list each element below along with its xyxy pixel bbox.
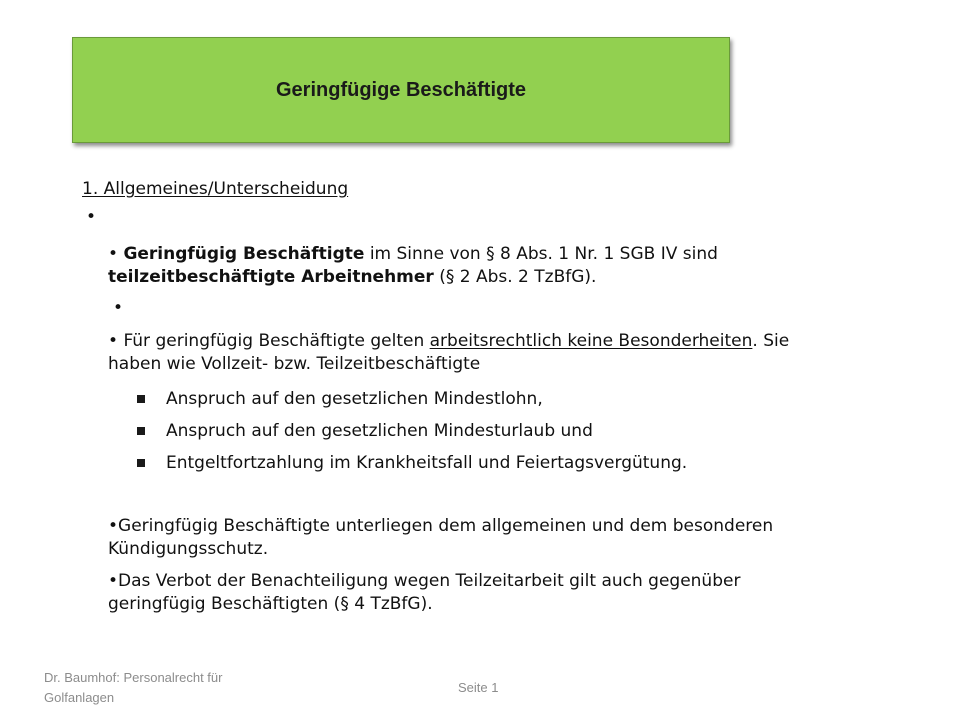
square-bullet-icon (137, 427, 145, 435)
bullet-1-bold-1: Geringfügig Beschäftigte (123, 244, 365, 264)
bullet-4-line-1 (108, 570, 740, 592)
bullet-1-line-1 (108, 243, 718, 265)
slide-title: Geringfügige Beschäftigte (275, 78, 527, 101)
empty-bullet: • (113, 298, 124, 318)
footer-author-line-2: Golfanlagen (44, 690, 115, 705)
bullet-1-bold-2: teilzeitbeschäftigte Arbeitnehmer (108, 267, 434, 287)
bullet-2-line-2: haben wie Vollzeit- bzw. Teilzeitbeschäftigte (108, 354, 481, 374)
bullet-2-line-1 (108, 330, 789, 352)
bullet-4-line-2: geringfügig Beschäftigten (§ 4 TzBfG). (108, 594, 433, 614)
bullet-1-text-1: im Sinne von § 8 Abs. 1 Nr. 1 SGB IV sind (364, 244, 718, 264)
bullet-3-text-1: Geringfügig Beschäftigte unterliegen dem allgemeinen und dem besonderen (118, 516, 774, 536)
bullet-2-text-1: Für geringfügig Beschäftigte gelten (123, 331, 430, 351)
bullet-4-text-1: Das Verbot der Benachteiligung wegen Teilzeitarbeit gilt auch gegenüber (118, 571, 741, 591)
empty-bullet: • (86, 207, 97, 227)
bullet-1-text-2: (§ 2 Abs. 2 TzBfG). (433, 267, 597, 287)
sub-item: Entgeltfortzahlung im Krankheitsfall und Feiertagsvergütung. (166, 453, 688, 473)
bullet-dot: • (108, 571, 119, 591)
bullet-2-text-2: . Sie (752, 331, 790, 351)
square-bullet-icon (137, 395, 145, 403)
bullet-dot: • (108, 331, 124, 351)
bullet-3-line-1 (108, 515, 773, 537)
sub-item: Anspruch auf den gesetzlichen Mindestlohn, (166, 389, 543, 409)
section-heading: 1. Allgemeines/Unterscheidung (82, 179, 349, 199)
page-number: Seite 1 (458, 680, 499, 695)
square-bullet-icon (137, 459, 145, 467)
bullet-1-line-2 (108, 266, 596, 288)
sub-item: Anspruch auf den gesetzlichen Mindesturlaub und (166, 421, 593, 441)
bullet-3-line-2: Kündigungsschutz. (108, 539, 269, 559)
footer-author (44, 668, 222, 708)
bullet-dot: • (108, 244, 124, 264)
footer-author-line-1: Dr. Baumhof: Personalrecht für (44, 670, 223, 685)
bullet-2-underlined: arbeitsrechtlich keine Besonderheiten (429, 331, 753, 351)
bullet-dot: • (108, 516, 119, 536)
